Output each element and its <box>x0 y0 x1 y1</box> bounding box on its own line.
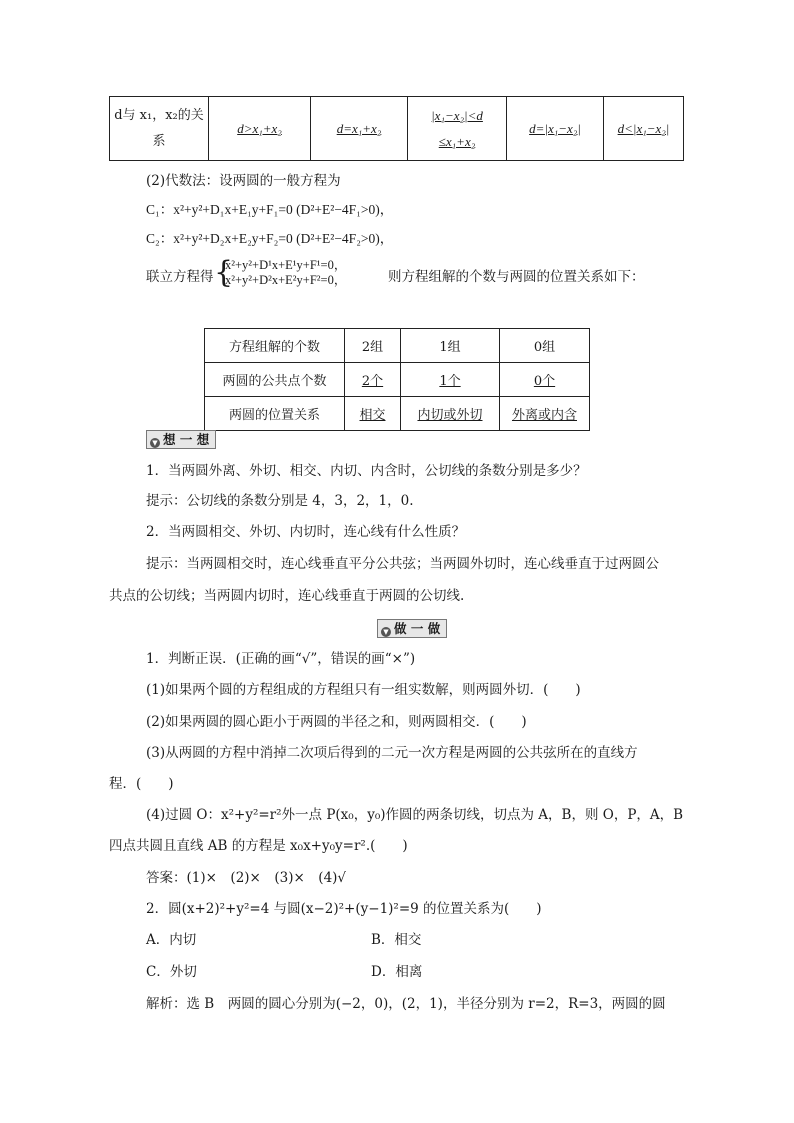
table-row <box>205 363 590 397</box>
option-c: C．外切 <box>146 964 197 980</box>
think-question-1: 1．当两圆外离、外切、相交、内切、内含时，公切线的条数分别是多少？ <box>146 463 587 479</box>
triangle-down-circle-icon: ▼ <box>381 627 391 637</box>
statement-4: (4)过圆 O：x²+y²=r²外一点 P(x₀，y₀)作圆的两条切线，切点为 A，B，则 O，P，A，B <box>146 807 684 823</box>
triangle-down-circle-icon: ▼ <box>150 438 160 448</box>
practice-question-1: 1．判断正误．(正确的画“√”，错误的画“×”) <box>146 651 416 667</box>
table-cell: 2组 <box>345 329 401 363</box>
table-cell: 内切或外切 <box>401 397 500 431</box>
table-row <box>205 397 590 431</box>
equation-c1: C₁：x²+y²+D₁x+E₁y+F₁=0 (D²+E²−4F₁>0)， <box>146 202 394 217</box>
table-row <box>110 97 684 161</box>
table-header-cell: d与 x₁，x₂的关系 <box>110 97 209 161</box>
think-answer-2-cont: 共点的公切线；当两圆内切时，连心线垂直于两圆的公切线. <box>109 588 465 604</box>
table-cell: 1个 <box>401 363 500 397</box>
table-cell: 方程组解的个数 <box>205 329 345 363</box>
table-cell: d>x₁+x₂ <box>209 97 311 161</box>
table-cell: 两圆的公共点个数 <box>205 363 345 397</box>
table-cell: |x₁−x₂|<d ≤x₁+x₂ <box>408 97 507 161</box>
statement-2: (2)如果两圆的圆心距小于两圆的半径之和，则两圆相交．( ) <box>146 714 527 730</box>
statement-3: (3)从两圆的方程中消掉二次项后得到的二元一次方程是两圆的公共弦所在的直线方 <box>146 745 638 761</box>
practice-question-2: 2．圆(x+2)²+y²=4 与圆(x−2)²+(y−1)²=9 的位置关系为( ) <box>146 901 542 917</box>
table-cell: 0个 <box>500 363 590 397</box>
answer-line: 答案：(1)× (2)× (3)× (4)√ <box>146 870 347 886</box>
think-answer-1: 提示：公切线的条数分别是 4，3，2，1，0. <box>146 493 414 509</box>
equation-c2: C₂：x²+y²+D₂x+E₂y+F₂=0 (D²+E²−4F₂>0)， <box>146 231 394 246</box>
equation-system: x²+y²+D¹x+E¹y+F¹=0， x²+y²+D²x+E²y+F²=0， <box>225 258 347 287</box>
option-b: B．相交 <box>371 932 422 948</box>
table-cell: d=|x₁−x₂| <box>507 97 604 161</box>
table-cell: 2个 <box>345 363 401 397</box>
table-cell: 1组 <box>401 329 500 363</box>
combine-prefix: 联立方程得 <box>146 269 214 285</box>
combine-suffix: 则方程组解的个数与两圆的位置关系如下： <box>388 269 645 285</box>
practice-badge: ▼ 做 一 做 <box>377 619 447 638</box>
analysis-line: 解析：选 B 两圆的圆心分别为(−2，0)，(2，1)，半径分别为 r=2，R=3，两圆的圆 <box>146 996 666 1012</box>
statement-1: (1)如果两个圆的方程组成的方程组只有一组实数解，则两圆外切．( ) <box>146 682 581 698</box>
think-badge: ▼ 想 一 想 <box>146 430 216 449</box>
table-cell: d<|x₁−x₂| <box>604 97 684 161</box>
algebra-intro: (2)代数法：设两圆的一般方程为 <box>146 173 341 189</box>
table-cell: 相交 <box>345 397 401 431</box>
left-brace: { <box>214 255 234 290</box>
relation-table <box>109 96 684 161</box>
solutions-table <box>204 328 590 431</box>
option-a: A．内切 <box>146 932 197 948</box>
table-cell: 0组 <box>500 329 590 363</box>
statement-4-cont: 四点共圆且直线 AB 的方程是 x₀x+y₀y=r².( ) <box>109 838 408 854</box>
statement-3-cont: 程．( ) <box>109 776 174 792</box>
think-answer-2: 提示：当两圆相交时，连心线垂直平分公共弦；当两圆外切时，连心线垂直于过两圆公 <box>146 556 659 572</box>
think-question-2: 2．当两圆相交、外切、内切时，连心线有什么性质？ <box>146 524 466 540</box>
table-cell: 两圆的位置关系 <box>205 397 345 431</box>
table-row <box>205 329 590 363</box>
option-d: D．相离 <box>371 964 423 980</box>
table-cell: 外离或内含 <box>500 397 590 431</box>
table-cell: d=x₁+x₂ <box>311 97 408 161</box>
